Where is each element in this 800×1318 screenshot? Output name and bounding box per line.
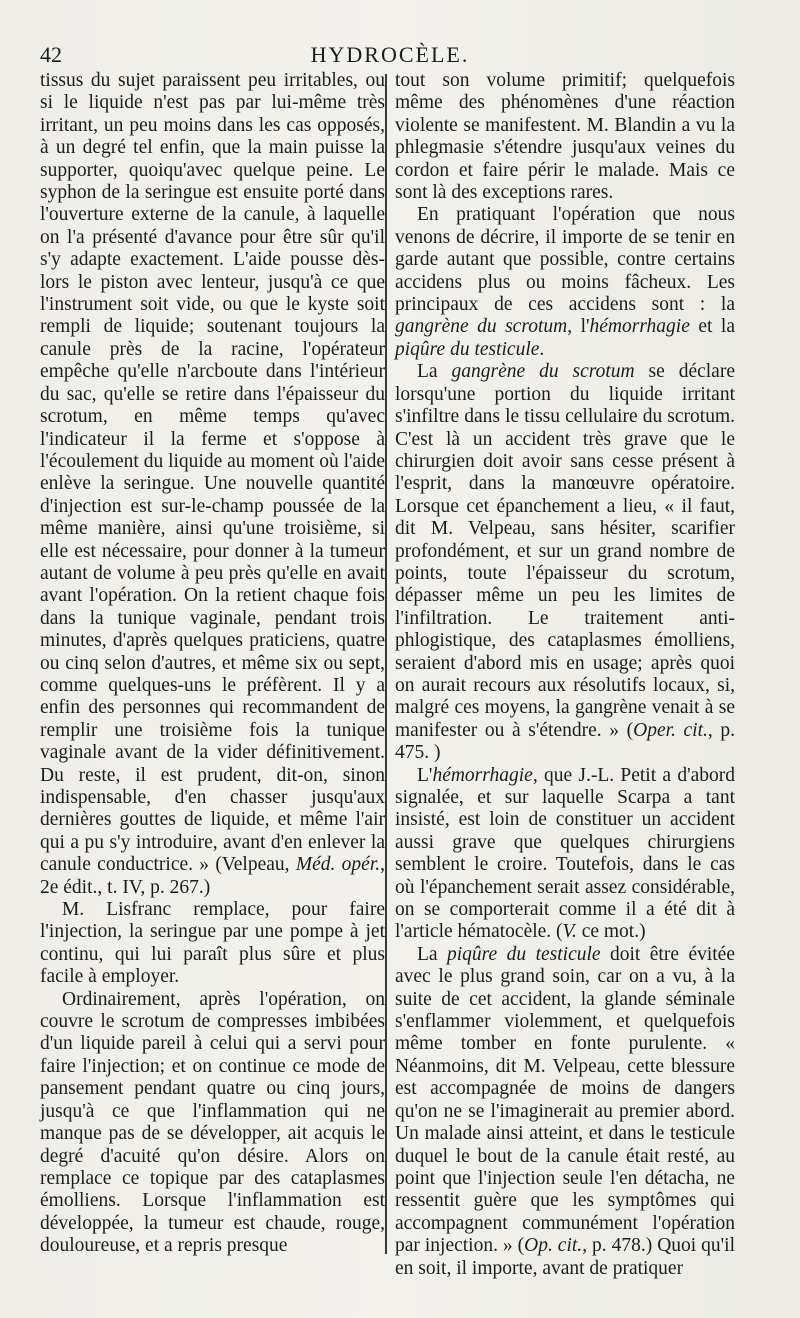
paragraph: L'hémorrhagie, que J.-L. Petit a d'abord signalée, et sur laquelle Scarpa a tant insisté, est loin de constituer un accident aussi grave que quelques chirurgiens semblent le croire. Toutefois, dans le cas où l'épanchement serait assez considérable, on se comporterait comme il a été dit à l'article hématocèle. (V. ce mot.) bbox=[395, 764, 735, 943]
running-title: HYDROCÈLE. bbox=[310, 42, 470, 67]
paragraph: La piqûre du testicule doit être évitée avec le plus grand soin, car on a vu, à la suite de cet accident, la glande séminale s'enflammer violemment, et quelquefois même tomber en fonte purulente. « Néanmoins, dit M. Velpeau, cette blessure est accompagnée de moins de dangers qu'on ne se l'imaginerait au premier abord. Un malade ainsi atteint, et dans le testicule duquel le bout de la canule était resté, au point que l'injection seule l'en détacha, ne ressentit guère que les symptômes qui accompagnent communément l'opération par injection. » (Op. cit., p. 478.) Quoi qu'il en soit, il importe, avant de pratiquer bbox=[395, 943, 736, 1279]
paragraph: M. Lisfranc remplace, pour faire l'injection, la seringue par une pompe à jet continu, qui lui paraît plus sûre et plus facile à employer. bbox=[40, 899, 385, 988]
right-column bbox=[395, 70, 735, 1280]
page-number: 42 bbox=[40, 42, 62, 67]
paragraph: La gangrène du scrotum se déclare lorsqu'une portion du liquide irritant s'infiltre dans le tissu cellulaire du scrotum. C'est là un accident très grave que le chirurgien doit avoir sans cesse présent à l'esprit, dans la manœuvre opératoire. Lorsque cet épanchement a lieu, « il faut, dit M. Velpeau, sans hésiter, scarifier profondément, et sur un grand nombre de points, toute l'épaisseur du scrotum, dépasser même un peu les limites de l'infiltration. Le traitement anti-phlogistique, des cataplasmes émolliens, seraient d'abord mis en usage; après quoi on aurait recours aux résolutifs locaux, si, malgré ces moyens, la gangrène venait à se manifester ou à s'étendre. » (Oper. cit., p. 475. ) bbox=[395, 361, 736, 764]
paragraph: Ordinairement, après l'opération, on couvre le scrotum de compresses imbibées d'un liquide pareil à celui qui a servi pour faire l'injection; et on continue ce mode de pansement pendant quatre ou cinq jours, jusqu'à ce que l'inflammation qui ne manque pas de se développer, ait acquis le degré d'acuité qu'on désire. Alors on remplace ce topique par des cataplasmes émolliens. Lorsque l'inflammation est développée, la tumeur est chaude, rouge, douloureuse, et a repris presque bbox=[40, 988, 385, 1257]
paragraph: tout son volume primitif; quelquefois même des phénomènes d'une réaction violente se manifestent. M. Blandin a vu la phlegmasie s'étendre jusqu'aux veines du cordon et faire périr le malade. Mais ce sont là des exceptions rares. bbox=[395, 70, 735, 204]
column-divider bbox=[385, 74, 387, 1254]
paragraph: tissus du sujet paraissent peu irritables, ou si le liquide n'est pas par lui-même très irritant, un peu moins dans les cas opposés, à un degré tel enfin, que la main puisse la supporter, quoiqu'avec quelque peine. Le syphon de la seringue est ensuite porté dans l'ouverture externe de la canule, à laquelle on l'a présenté d'avance pour être sûr qu'il s'y adapte exactement. L'aide pousse dès-lors le piston avec lenteur, jusqu'à ce que l'instrument soit vide, ou que le kyste soit rempli de liquide; soutenant toujours la canule près de la racine, l'opérateur empêche qu'elle n'arcboute dans l'intérieur du sac, qu'elle se retire dans l'épaisseur du scrotum, en même temps qu'avec l'indicateur il la ferme et s'oppose à l'écoulement du liquide au moment où l'aide enlève la seringue. Une nouvelle quantité d'injection est sur-le-champ poussée de la même manière, ainsi qu'une troisième, si elle est nécessaire, pour donner à la tumeur autant de volume à peu près qu'elle en avait avant l'opération. On la retient chaque fois dans la tunique vaginale, pendant trois minutes, d'après quelques praticiens, quatre ou cinq selon d'autres, et même six ou sept, comme quelques-uns le préfèrent. Il y a enfin des personnes qui recommandent de remplir une troisième fois la tunique vaginale avant de la vider définitivement. Du reste, il est prudent, dit-on, sinon indispensable, d'en chasser jusqu'aux dernières gouttes de liquide, et même l'air qui a pu s'y introduire, avant d'en enlever la canule conductrice. » (Velpeau, Méd. opér., 2e édit., t. IV, p. 267.) bbox=[40, 70, 385, 898]
left-column bbox=[40, 70, 385, 1258]
page-header bbox=[40, 40, 740, 70]
paragraph: En pratiquant l'opération que nous venons de décrire, il importe de se tenir en garde autant que possible, contre certains accidens plus ou moins fâcheux. Les principaux de ces accidens sont : la gangrène du scrotum, l'hémorrhagie et la piqûre du testicule. bbox=[395, 204, 735, 360]
